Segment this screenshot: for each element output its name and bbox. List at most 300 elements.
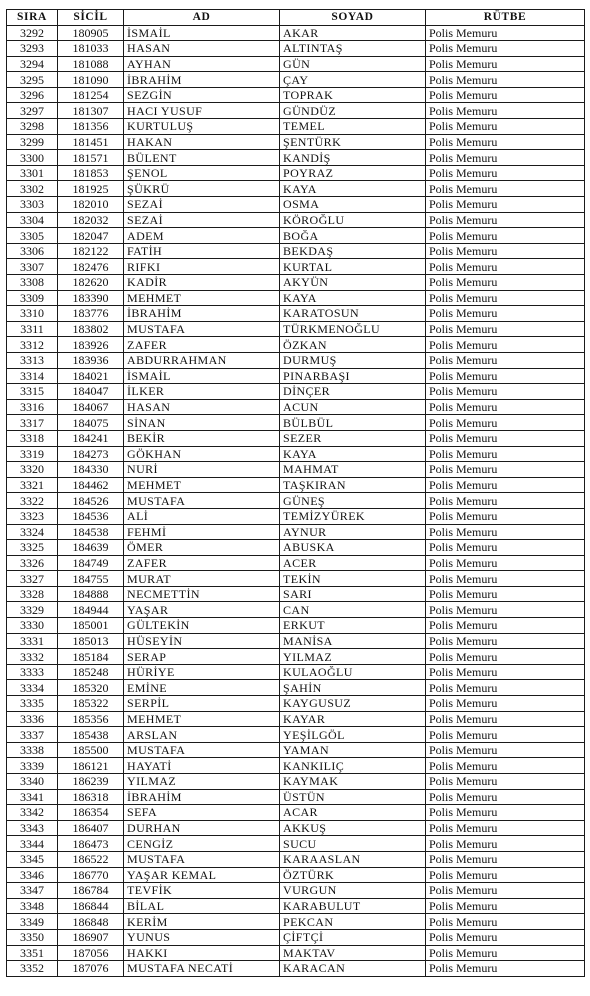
cell-ad: İBRAHİM: [124, 306, 280, 322]
cell-soyad: AKKUŞ: [280, 820, 426, 836]
cell-sicil: 184241: [58, 430, 124, 446]
cell-soyad: OSMA: [280, 197, 426, 213]
table-row: [7, 228, 585, 244]
cell-sira: 3352: [7, 961, 58, 977]
cell-rutbe: Polis Memuru: [426, 134, 585, 150]
personnel-table: [6, 9, 585, 977]
table-row: [7, 415, 585, 431]
cell-sicil: 186522: [58, 851, 124, 867]
cell-soyad: ALTINTAŞ: [280, 41, 426, 57]
cell-sira: 3307: [7, 259, 58, 275]
table-row: [7, 914, 585, 930]
cell-sira: 3303: [7, 197, 58, 213]
cell-sira: 3300: [7, 150, 58, 166]
cell-rutbe: Polis Memuru: [426, 758, 585, 774]
cell-sicil: 181356: [58, 119, 124, 135]
table-row: [7, 586, 585, 602]
cell-sira: 3293: [7, 41, 58, 57]
cell-soyad: BEKDAŞ: [280, 243, 426, 259]
table-row: [7, 961, 585, 977]
cell-sicil: 182010: [58, 197, 124, 213]
cell-sira: 3322: [7, 493, 58, 509]
cell-ad: İBRAHİM: [124, 789, 280, 805]
table-row: [7, 664, 585, 680]
header-rutbe: RÜTBE: [426, 10, 585, 26]
cell-rutbe: Polis Memuru: [426, 774, 585, 790]
cell-ad: SİNAN: [124, 415, 280, 431]
cell-rutbe: Polis Memuru: [426, 649, 585, 665]
cell-sicil: 184526: [58, 493, 124, 509]
cell-sira: 3330: [7, 618, 58, 634]
cell-soyad: AKYÜN: [280, 275, 426, 291]
header-sira: SIRA: [7, 10, 58, 26]
cell-ad: KADİR: [124, 275, 280, 291]
cell-rutbe: Polis Memuru: [426, 742, 585, 758]
cell-sira: 3310: [7, 306, 58, 322]
cell-sira: 3347: [7, 883, 58, 899]
cell-rutbe: Polis Memuru: [426, 228, 585, 244]
cell-ad: GÖKHAN: [124, 446, 280, 462]
cell-ad: GÜLTEKİN: [124, 618, 280, 634]
cell-rutbe: Polis Memuru: [426, 836, 585, 852]
cell-sira: 3340: [7, 774, 58, 790]
cell-soyad: ACER: [280, 555, 426, 571]
cell-ad: MURAT: [124, 571, 280, 587]
table-row: [7, 259, 585, 275]
cell-sicil: 181033: [58, 41, 124, 57]
cell-ad: ŞÜKRÜ: [124, 181, 280, 197]
cell-rutbe: Polis Memuru: [426, 430, 585, 446]
cell-soyad: KARABULUT: [280, 898, 426, 914]
cell-soyad: VURGUN: [280, 883, 426, 899]
cell-sira: 3327: [7, 571, 58, 587]
cell-rutbe: Polis Memuru: [426, 384, 585, 400]
cell-soyad: GÜNEŞ: [280, 493, 426, 509]
cell-rutbe: Polis Memuru: [426, 150, 585, 166]
cell-ad: ADEM: [124, 228, 280, 244]
cell-soyad: TEMEL: [280, 119, 426, 135]
cell-soyad: KARATOSUN: [280, 306, 426, 322]
cell-rutbe: Polis Memuru: [426, 820, 585, 836]
table-row: [7, 368, 585, 384]
cell-sira: 3301: [7, 165, 58, 181]
cell-sira: 3321: [7, 477, 58, 493]
cell-ad: ARSLAN: [124, 727, 280, 743]
cell-ad: YILMAZ: [124, 774, 280, 790]
table-row: [7, 25, 585, 41]
cell-sira: 3349: [7, 914, 58, 930]
header-soyad: SOYAD: [280, 10, 426, 26]
cell-ad: BİLAL: [124, 898, 280, 914]
cell-sira: 3308: [7, 275, 58, 291]
cell-sira: 3313: [7, 352, 58, 368]
cell-sicil: 186121: [58, 758, 124, 774]
cell-soyad: AKAR: [280, 25, 426, 41]
cell-sicil: 182122: [58, 243, 124, 259]
cell-sicil: 183390: [58, 290, 124, 306]
cell-rutbe: Polis Memuru: [426, 664, 585, 680]
cell-rutbe: Polis Memuru: [426, 883, 585, 899]
cell-ad: MUSTAFA: [124, 742, 280, 758]
cell-sicil: 184755: [58, 571, 124, 587]
table-row: [7, 197, 585, 213]
cell-rutbe: Polis Memuru: [426, 961, 585, 977]
cell-rutbe: Polis Memuru: [426, 540, 585, 556]
cell-ad: SEFA: [124, 805, 280, 821]
cell-soyad: KULAOĞLU: [280, 664, 426, 680]
cell-soyad: ÖZTÜRK: [280, 867, 426, 883]
cell-rutbe: Polis Memuru: [426, 399, 585, 415]
cell-rutbe: Polis Memuru: [426, 493, 585, 509]
table-row: [7, 493, 585, 509]
table-row: [7, 571, 585, 587]
cell-rutbe: Polis Memuru: [426, 680, 585, 696]
cell-sira: 3302: [7, 181, 58, 197]
cell-sicil: 186318: [58, 789, 124, 805]
table-row: [7, 540, 585, 556]
cell-ad: HAKAN: [124, 134, 280, 150]
cell-soyad: SEZER: [280, 430, 426, 446]
cell-sira: 3351: [7, 945, 58, 961]
cell-soyad: KANDİŞ: [280, 150, 426, 166]
cell-soyad: CAN: [280, 602, 426, 618]
cell-ad: NURİ: [124, 462, 280, 478]
cell-soyad: ACUN: [280, 399, 426, 415]
cell-sira: 3329: [7, 602, 58, 618]
cell-sicil: 185184: [58, 649, 124, 665]
cell-ad: NECMETTİN: [124, 586, 280, 602]
cell-rutbe: Polis Memuru: [426, 259, 585, 275]
cell-sicil: 184047: [58, 384, 124, 400]
cell-ad: İSMAİL: [124, 368, 280, 384]
cell-sira: 3306: [7, 243, 58, 259]
header-ad: AD: [124, 10, 280, 26]
cell-sicil: 186848: [58, 914, 124, 930]
cell-rutbe: Polis Memuru: [426, 696, 585, 712]
table-header-row: [7, 10, 585, 26]
cell-ad: ALİ: [124, 508, 280, 524]
cell-ad: ABDURRAHMAN: [124, 352, 280, 368]
cell-sira: 3319: [7, 446, 58, 462]
table-row: [7, 399, 585, 415]
cell-ad: RIFKI: [124, 259, 280, 275]
cell-soyad: ÇAY: [280, 72, 426, 88]
cell-sira: 3324: [7, 524, 58, 540]
cell-rutbe: Polis Memuru: [426, 103, 585, 119]
cell-sicil: 186354: [58, 805, 124, 821]
cell-soyad: KANKILIÇ: [280, 758, 426, 774]
cell-soyad: TOPRAK: [280, 87, 426, 103]
cell-sicil: 186473: [58, 836, 124, 852]
cell-soyad: GÜN: [280, 56, 426, 72]
cell-sira: 3333: [7, 664, 58, 680]
cell-ad: MEHMET: [124, 711, 280, 727]
cell-soyad: ŞAHİN: [280, 680, 426, 696]
cell-sira: 3296: [7, 87, 58, 103]
cell-ad: MUSTAFA: [124, 321, 280, 337]
table-row: [7, 945, 585, 961]
cell-sicil: 181090: [58, 72, 124, 88]
table-row: [7, 618, 585, 634]
cell-ad: HASAN: [124, 399, 280, 415]
table-row: [7, 649, 585, 665]
cell-soyad: MANİSA: [280, 633, 426, 649]
cell-rutbe: Polis Memuru: [426, 867, 585, 883]
table-row: [7, 602, 585, 618]
cell-rutbe: Polis Memuru: [426, 25, 585, 41]
table-row: [7, 212, 585, 228]
cell-sicil: 182476: [58, 259, 124, 275]
cell-sicil: 187056: [58, 945, 124, 961]
table-row: [7, 696, 585, 712]
cell-sira: 3299: [7, 134, 58, 150]
cell-sira: 3337: [7, 727, 58, 743]
cell-rutbe: Polis Memuru: [426, 306, 585, 322]
cell-sicil: 185500: [58, 742, 124, 758]
table-row: [7, 524, 585, 540]
cell-sicil: 185322: [58, 696, 124, 712]
cell-ad: İSMAİL: [124, 25, 280, 41]
table-row: [7, 430, 585, 446]
cell-sicil: 185320: [58, 680, 124, 696]
cell-sira: 3344: [7, 836, 58, 852]
cell-rutbe: Polis Memuru: [426, 352, 585, 368]
cell-ad: SEZGİN: [124, 87, 280, 103]
cell-sicil: 184273: [58, 446, 124, 462]
table-row: [7, 742, 585, 758]
cell-ad: MUSTAFA: [124, 493, 280, 509]
cell-sira: 3336: [7, 711, 58, 727]
cell-soyad: TAŞKIRAN: [280, 477, 426, 493]
cell-rutbe: Polis Memuru: [426, 181, 585, 197]
cell-soyad: KAYA: [280, 446, 426, 462]
cell-soyad: ABUSKA: [280, 540, 426, 556]
cell-sicil: 184462: [58, 477, 124, 493]
cell-rutbe: Polis Memuru: [426, 119, 585, 135]
cell-rutbe: Polis Memuru: [426, 337, 585, 353]
cell-rutbe: Polis Memuru: [426, 415, 585, 431]
table-row: [7, 306, 585, 322]
cell-sicil: 185001: [58, 618, 124, 634]
cell-sicil: 186407: [58, 820, 124, 836]
cell-sicil: 184749: [58, 555, 124, 571]
table-row: [7, 898, 585, 914]
cell-ad: YUNUS: [124, 929, 280, 945]
cell-soyad: TEMİZYÜREK: [280, 508, 426, 524]
cell-ad: HAKKI: [124, 945, 280, 961]
cell-soyad: KURTAL: [280, 259, 426, 275]
cell-soyad: DURMUŞ: [280, 352, 426, 368]
cell-sira: 3338: [7, 742, 58, 758]
cell-ad: SERPİL: [124, 696, 280, 712]
cell-ad: DURHAN: [124, 820, 280, 836]
table-row: [7, 851, 585, 867]
table-row: [7, 337, 585, 353]
cell-ad: SERAP: [124, 649, 280, 665]
table-row: [7, 243, 585, 259]
cell-soyad: KAYMAK: [280, 774, 426, 790]
cell-sicil: 182047: [58, 228, 124, 244]
cell-sicil: 185356: [58, 711, 124, 727]
cell-rutbe: Polis Memuru: [426, 446, 585, 462]
table-row: [7, 680, 585, 696]
cell-ad: ÖMER: [124, 540, 280, 556]
cell-rutbe: Polis Memuru: [426, 275, 585, 291]
table-row: [7, 56, 585, 72]
cell-sira: 3328: [7, 586, 58, 602]
cell-ad: FEHMİ: [124, 524, 280, 540]
cell-soyad: KÖROĞLU: [280, 212, 426, 228]
cell-sicil: 183936: [58, 352, 124, 368]
cell-soyad: PEKCAN: [280, 914, 426, 930]
cell-sicil: 181254: [58, 87, 124, 103]
cell-sira: 3345: [7, 851, 58, 867]
cell-ad: HACI YUSUF: [124, 103, 280, 119]
table-row: [7, 508, 585, 524]
cell-soyad: KAYGUSUZ: [280, 696, 426, 712]
cell-sicil: 186844: [58, 898, 124, 914]
cell-sicil: 181925: [58, 181, 124, 197]
cell-soyad: AYNUR: [280, 524, 426, 540]
cell-sicil: 186784: [58, 883, 124, 899]
cell-ad: MUSTAFA NECATİ: [124, 961, 280, 977]
cell-ad: İLKER: [124, 384, 280, 400]
cell-rutbe: Polis Memuru: [426, 711, 585, 727]
cell-rutbe: Polis Memuru: [426, 571, 585, 587]
cell-sicil: 186907: [58, 929, 124, 945]
cell-rutbe: Polis Memuru: [426, 508, 585, 524]
cell-sira: 3294: [7, 56, 58, 72]
cell-soyad: YEŞİLGÖL: [280, 727, 426, 743]
cell-sicil: 184330: [58, 462, 124, 478]
cell-rutbe: Polis Memuru: [426, 197, 585, 213]
cell-sira: 3325: [7, 540, 58, 556]
cell-rutbe: Polis Memuru: [426, 290, 585, 306]
cell-sira: 3332: [7, 649, 58, 665]
cell-soyad: TÜRKMENOĞLU: [280, 321, 426, 337]
cell-sira: 3341: [7, 789, 58, 805]
cell-ad: MUSTAFA: [124, 851, 280, 867]
cell-sicil: 187076: [58, 961, 124, 977]
table-row: [7, 103, 585, 119]
cell-ad: SEZAİ: [124, 212, 280, 228]
table-row: [7, 352, 585, 368]
table-row: [7, 805, 585, 821]
cell-rutbe: Polis Memuru: [426, 914, 585, 930]
cell-soyad: POYRAZ: [280, 165, 426, 181]
cell-rutbe: Polis Memuru: [426, 321, 585, 337]
table-row: [7, 555, 585, 571]
cell-ad: MEHMET: [124, 290, 280, 306]
table-row: [7, 72, 585, 88]
cell-sicil: 181571: [58, 150, 124, 166]
cell-rutbe: Polis Memuru: [426, 56, 585, 72]
table-row: [7, 789, 585, 805]
cell-sira: 3342: [7, 805, 58, 821]
cell-rutbe: Polis Memuru: [426, 586, 585, 602]
cell-ad: TEVFİK: [124, 883, 280, 899]
cell-ad: KURTULUŞ: [124, 119, 280, 135]
cell-rutbe: Polis Memuru: [426, 524, 585, 540]
cell-soyad: KARACAN: [280, 961, 426, 977]
cell-rutbe: Polis Memuru: [426, 945, 585, 961]
cell-soyad: ŞENTÜRK: [280, 134, 426, 150]
table-row: [7, 462, 585, 478]
cell-sicil: 186770: [58, 867, 124, 883]
cell-sira: 3320: [7, 462, 58, 478]
cell-sira: 3295: [7, 72, 58, 88]
cell-sira: 3346: [7, 867, 58, 883]
cell-sira: 3335: [7, 696, 58, 712]
table-row: [7, 774, 585, 790]
cell-sira: 3323: [7, 508, 58, 524]
table-row: [7, 711, 585, 727]
cell-sicil: 184536: [58, 508, 124, 524]
cell-ad: AYHAN: [124, 56, 280, 72]
cell-sira: 3305: [7, 228, 58, 244]
cell-rutbe: Polis Memuru: [426, 618, 585, 634]
header-sicil: SİCİL: [58, 10, 124, 26]
cell-rutbe: Polis Memuru: [426, 212, 585, 228]
cell-ad: İBRAHİM: [124, 72, 280, 88]
cell-ad: BEKİR: [124, 430, 280, 446]
cell-ad: YAŞAR KEMAL: [124, 867, 280, 883]
cell-sicil: 182620: [58, 275, 124, 291]
cell-sicil: 184021: [58, 368, 124, 384]
cell-sira: 3334: [7, 680, 58, 696]
cell-ad: HÜRİYE: [124, 664, 280, 680]
cell-sira: 3326: [7, 555, 58, 571]
cell-soyad: YAMAN: [280, 742, 426, 758]
table-row: [7, 836, 585, 852]
cell-rutbe: Polis Memuru: [426, 633, 585, 649]
cell-ad: ZAFER: [124, 337, 280, 353]
cell-ad: SEZAİ: [124, 197, 280, 213]
cell-rutbe: Polis Memuru: [426, 602, 585, 618]
cell-ad: HÜSEYİN: [124, 633, 280, 649]
cell-ad: HAYATİ: [124, 758, 280, 774]
cell-ad: ŞENOL: [124, 165, 280, 181]
table-row: [7, 820, 585, 836]
table-body: [7, 25, 585, 976]
cell-soyad: KAYAR: [280, 711, 426, 727]
cell-soyad: SARI: [280, 586, 426, 602]
cell-rutbe: Polis Memuru: [426, 851, 585, 867]
cell-soyad: MAHMAT: [280, 462, 426, 478]
cell-sicil: 180905: [58, 25, 124, 41]
cell-sira: 3331: [7, 633, 58, 649]
cell-soyad: DİNÇER: [280, 384, 426, 400]
cell-rutbe: Polis Memuru: [426, 368, 585, 384]
table-row: [7, 477, 585, 493]
table-row: [7, 384, 585, 400]
cell-rutbe: Polis Memuru: [426, 805, 585, 821]
cell-sicil: 184538: [58, 524, 124, 540]
cell-ad: ZAFER: [124, 555, 280, 571]
cell-sicil: 185438: [58, 727, 124, 743]
table-row: [7, 758, 585, 774]
cell-soyad: ÖZKAN: [280, 337, 426, 353]
cell-soyad: MAKTAV: [280, 945, 426, 961]
cell-sira: 3318: [7, 430, 58, 446]
cell-sicil: 186239: [58, 774, 124, 790]
cell-rutbe: Polis Memuru: [426, 41, 585, 57]
cell-soyad: ERKUT: [280, 618, 426, 634]
cell-soyad: TEKİN: [280, 571, 426, 587]
table-row: [7, 134, 585, 150]
cell-sira: 3309: [7, 290, 58, 306]
cell-sicil: 183926: [58, 337, 124, 353]
